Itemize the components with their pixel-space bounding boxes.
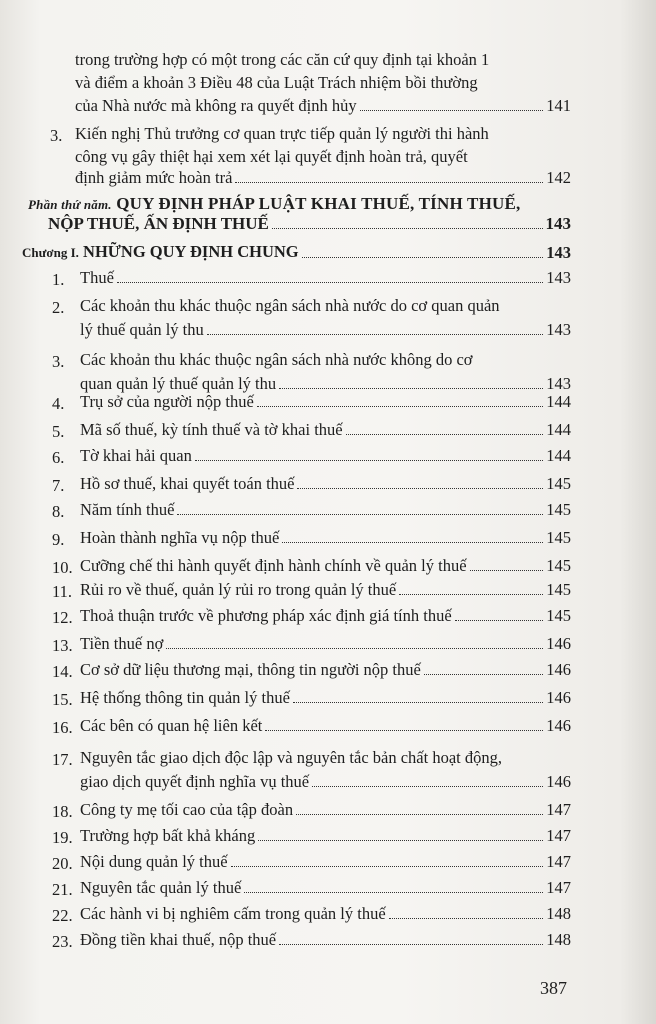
chapter-heading xyxy=(22,242,571,263)
entry-number: 8. xyxy=(52,502,65,521)
page-number: 145 xyxy=(546,474,571,493)
entry-number: 4. xyxy=(52,394,65,413)
toc-text-line: Trụ sở của người nộp thuế xyxy=(80,392,254,411)
page-number: 145 xyxy=(546,606,571,625)
entry-number: 17. xyxy=(52,750,73,769)
toc-entry-last-line xyxy=(80,904,571,924)
page-folio: 387 xyxy=(540,978,567,998)
entry-number: 3. xyxy=(52,352,65,371)
dot-leader xyxy=(470,570,544,571)
entry-number: 5. xyxy=(52,422,65,441)
toc-text-line: Đồng tiền khai thuế, nộp thuế xyxy=(80,930,277,949)
toc-entry-last-line xyxy=(80,826,571,846)
toc-text-line: Trường hợp bất khả kháng xyxy=(80,826,256,845)
dot-leader xyxy=(258,840,543,841)
toc-entry-last-line xyxy=(80,374,571,394)
page-number: 147 xyxy=(546,826,571,845)
page-number: 147 xyxy=(546,852,571,871)
toc-text-line: của Nhà nước mà không ra quyết định hủy xyxy=(75,96,357,115)
toc-entry-last-line xyxy=(80,392,571,412)
toc-text-line: Hồ sơ thuế, khai quyết toán thuế xyxy=(80,474,295,493)
toc-text-line: Các hành vi bị nghiêm cấm trong quản lý thuế xyxy=(80,904,386,923)
toc-text-line: giao dịch quyết định nghĩa vụ thuế xyxy=(80,772,310,791)
toc-entry-last-line xyxy=(80,800,571,820)
part-title-line2: NỘP THUẾ, ẤN ĐỊNH THUẾ xyxy=(48,214,269,233)
dot-leader xyxy=(297,488,543,489)
toc-text-line: Mã số thuế, kỳ tính thuế và tờ khai thuế xyxy=(80,420,343,439)
entry-number: 7. xyxy=(52,476,65,495)
toc-entry-last-line xyxy=(80,446,571,466)
toc-entry-last-line xyxy=(80,660,571,680)
toc-entry-last-line xyxy=(80,556,571,576)
entry-number: 10. xyxy=(52,558,73,577)
dot-leader xyxy=(244,892,543,893)
dot-leader xyxy=(424,674,543,675)
toc-text-line: Các bên có quan hệ liên kết xyxy=(80,716,263,735)
entry-number: 13. xyxy=(52,636,73,655)
toc-text-line: Rủi ro về thuế, quản lý rủi ro trong quản lý thuế xyxy=(80,580,397,599)
dot-leader xyxy=(399,594,543,595)
toc-entry-last-line xyxy=(80,606,571,626)
page-number: 148 xyxy=(546,904,571,923)
toc-text-line: Các khoản thu khác thuộc ngân sách nhà nước không do cơ xyxy=(80,350,473,369)
dot-leader xyxy=(360,110,544,111)
part-heading xyxy=(28,194,520,215)
page-number: 141 xyxy=(546,96,571,115)
page-number: 146 xyxy=(546,634,571,653)
toc-text-line: Tờ khai hải quan xyxy=(80,446,192,465)
entry-number: 14. xyxy=(52,662,73,681)
dot-leader xyxy=(166,648,543,649)
toc-entry-last-line xyxy=(80,772,571,792)
page-number: 147 xyxy=(546,878,571,897)
entry-number: 19. xyxy=(52,828,73,847)
page-number: 144 xyxy=(546,446,571,465)
part-title-line1: QUY ĐỊNH PHÁP LUẬT KHAI THUẾ, TÍNH THUẾ, xyxy=(116,194,521,213)
page-number: 146 xyxy=(546,772,571,791)
toc-text-line: lý thuế quản lý thu xyxy=(80,320,204,339)
toc-text-line: định giảm mức hoàn trả xyxy=(75,168,233,187)
page-number: 147 xyxy=(546,800,571,819)
entry-number: 11. xyxy=(52,582,73,601)
toc-entry-last-line xyxy=(80,634,571,654)
entry-number: 2. xyxy=(52,298,65,317)
dot-leader xyxy=(207,334,544,335)
dot-leader xyxy=(455,620,544,621)
entry-number: 20. xyxy=(52,854,73,873)
entry-number: 23. xyxy=(52,932,73,951)
toc-text-line: và điểm a khoản 3 Điều 48 của Luật Trách nhiệm bồi thường xyxy=(75,73,478,92)
page-number: 145 xyxy=(546,528,571,547)
page-number: 144 xyxy=(546,392,571,411)
dot-leader xyxy=(296,814,543,815)
toc-text-line: Nguyên tắc giao dịch độc lập và nguyên tắc bản chất hoạt động, xyxy=(80,748,502,767)
page-number: 146 xyxy=(546,660,571,679)
part-heading-line2 xyxy=(48,214,571,234)
dot-leader xyxy=(346,434,544,435)
toc-text-line: Các khoản thu khác thuộc ngân sách nhà nước do cơ quan quản xyxy=(80,296,500,315)
toc-text-line: Thoả thuận trước về phương pháp xác định giá tính thuế xyxy=(80,606,452,625)
toc-text-line: Nguyên tắc quản lý thuế xyxy=(80,878,242,897)
toc-text-line: Hệ thống thông tin quản lý thuế xyxy=(80,688,290,707)
toc-entry-last-line xyxy=(75,168,571,188)
entry-number: 9. xyxy=(52,530,65,549)
page-number: 143 xyxy=(546,268,571,287)
toc-entry-last-line xyxy=(80,320,571,340)
toc-entry-last-line xyxy=(80,878,571,898)
toc-entry-last-line xyxy=(80,580,571,600)
dot-leader xyxy=(293,702,543,703)
chapter-name: NHỮNG QUY ĐỊNH CHUNG xyxy=(83,242,299,261)
toc-entry-last-line xyxy=(80,852,571,872)
dot-leader xyxy=(272,228,543,229)
page-number: 146 xyxy=(546,716,571,735)
toc-entry-last-line xyxy=(80,528,571,548)
entry-number: 21. xyxy=(52,880,73,899)
entry-number: 6. xyxy=(52,448,65,467)
chapter-prefix: Chương I. xyxy=(22,245,79,260)
page-number: 146 xyxy=(546,688,571,707)
toc-text-line: Tiền thuế nợ xyxy=(80,634,164,653)
page-number: 142 xyxy=(546,168,571,187)
dot-leader xyxy=(117,282,543,283)
dot-leader xyxy=(235,182,543,183)
page-number: 143 xyxy=(546,243,571,262)
toc-entry-last-line xyxy=(80,688,571,708)
toc-text-line: trong trường hợp có một trong các căn cứ quy định tại khoản 1 xyxy=(75,50,490,69)
toc-text-line: Cưỡng chế thi hành quyết định hành chính về quản lý thuế xyxy=(80,556,467,575)
page-number: 143 xyxy=(545,214,571,233)
toc-entry-last-line xyxy=(80,474,571,494)
toc-entry-last-line xyxy=(80,268,571,288)
toc-text-line: Công ty mẹ tối cao của tập đoàn xyxy=(80,800,294,819)
page-number: 148 xyxy=(546,930,571,949)
page-number: 145 xyxy=(546,580,571,599)
toc-entry-last-line xyxy=(80,420,571,440)
entry-number: 18. xyxy=(52,802,73,821)
dot-leader xyxy=(302,257,544,258)
dot-leader xyxy=(265,730,543,731)
toc-text-line: Năm tính thuế xyxy=(80,500,175,519)
toc-text-line: Nội dung quản lý thuế xyxy=(80,852,228,871)
toc-text-line: Thuế xyxy=(80,268,114,287)
entry-number: 1. xyxy=(52,270,65,289)
toc-text-line: Kiến nghị Thủ trưởng cơ quan trực tiếp quản lý người thi hành xyxy=(75,124,489,143)
dot-leader xyxy=(389,918,544,919)
toc-text-line: Hoàn thành nghĩa vụ nộp thuế xyxy=(80,528,280,547)
chapter-title xyxy=(22,242,299,263)
entry-number: 3. xyxy=(50,126,63,145)
page-number: 144 xyxy=(546,420,571,439)
dot-leader xyxy=(279,388,543,389)
dot-leader xyxy=(312,786,543,787)
toc-text-line: quan quản lý thuế quản lý thu xyxy=(80,374,277,393)
entry-number: 12. xyxy=(52,608,73,627)
dot-leader xyxy=(279,944,543,945)
part-prefix: Phần thứ năm. xyxy=(28,197,112,212)
toc-entry-last-line xyxy=(80,930,571,950)
toc-entry-last-line xyxy=(75,96,571,116)
entry-number: 22. xyxy=(52,906,73,925)
toc-text-line: công vụ gây thiệt hại xem xét lại quyết định hoàn trả, quyết xyxy=(75,147,468,166)
toc-text-line: Cơ sở dữ liệu thương mại, thông tin người nộp thuế xyxy=(80,660,421,679)
page-number: 143 xyxy=(546,374,571,393)
page-number: 143 xyxy=(546,320,571,339)
entry-number: 15. xyxy=(52,690,73,709)
toc-entry-last-line xyxy=(80,500,571,520)
dot-leader xyxy=(231,866,544,867)
page-number: 145 xyxy=(546,500,571,519)
page-number: 145 xyxy=(546,556,571,575)
dot-leader xyxy=(177,514,543,515)
toc-entry-last-line xyxy=(80,716,571,736)
dot-leader xyxy=(257,406,543,407)
dot-leader xyxy=(195,460,543,461)
dot-leader xyxy=(282,542,543,543)
entry-number: 16. xyxy=(52,718,73,737)
